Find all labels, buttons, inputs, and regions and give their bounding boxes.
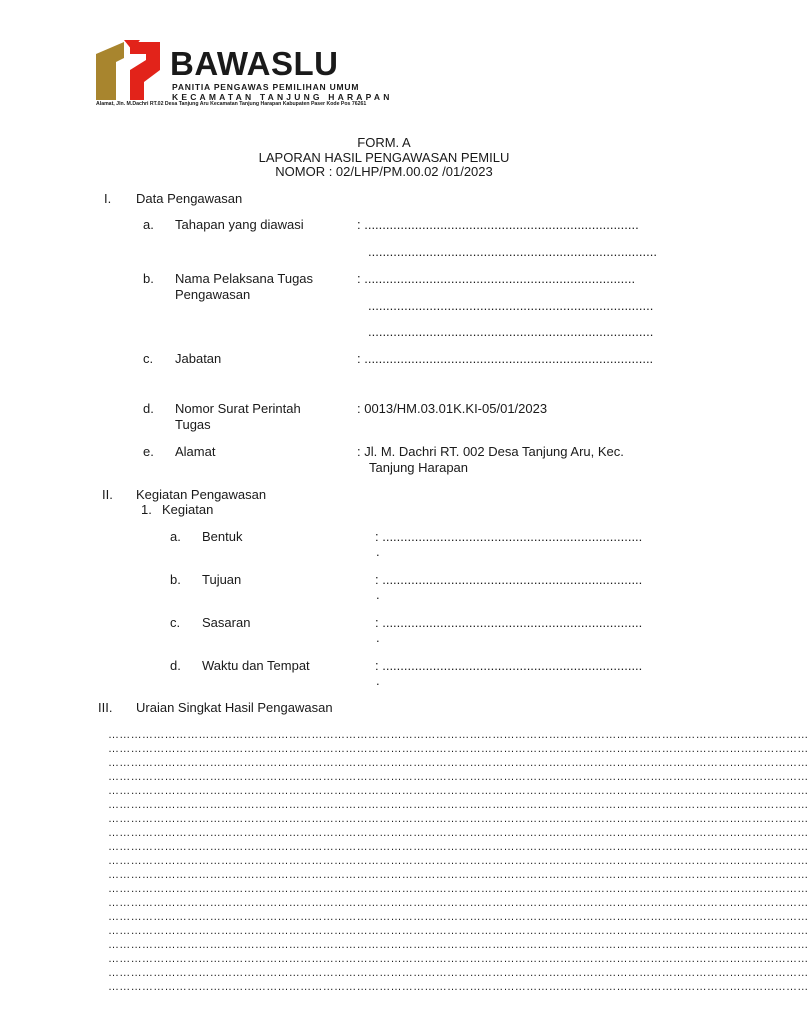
section-3-number: III. — [98, 700, 113, 715]
uraian-line: …………………………………………………………………………………………………………………………………………………………………… — [108, 729, 809, 741]
kegiatan-waktu-tail: . — [376, 673, 380, 688]
kegiatan-b-letter: b. — [170, 572, 181, 587]
header-address: Alamat, Jln. M.Dachri RT.02 Desa Tanjung Aru Kecamatan Tanjung Harapan Kabupaten Paser Kode Pos 76261 — [96, 101, 367, 107]
uraian-line: …………………………………………………………………………………………………………………………………………………………………… — [108, 883, 809, 895]
item-a-letter: a. — [143, 217, 154, 232]
item-d-letter: d. — [143, 401, 154, 416]
kegiatan-sasaran-label: Sasaran — [202, 615, 251, 630]
kegiatan-c-letter: c. — [170, 615, 181, 630]
item-b-letter: b. — [143, 271, 154, 286]
kegiatan-waktu-value: : ........................................................................ — [375, 658, 643, 673]
kegiatan-sasaran-tail: . — [376, 630, 380, 645]
org-line-1: PANITIA PENGAWAS PEMILIHAN UMUM — [172, 82, 360, 92]
item-alamat-value-line2: Tanjung Harapan — [369, 460, 469, 475]
org-line-2: KECAMATAN TANJUNG HARAPAN — [172, 92, 393, 102]
subsection-1-heading: Kegiatan — [162, 502, 214, 517]
uraian-line: …………………………………………………………………………………………………………………………………………………………………… — [108, 771, 809, 783]
uraian-line: …………………………………………………………………………………………………………………………………………………………………… — [108, 813, 809, 825]
uraian-line: …………………………………………………………………………………………………………………………………………………………………… — [108, 785, 809, 797]
item-surat-label: Nomor Surat Perintah — [175, 401, 301, 416]
kegiatan-tujuan-tail: . — [376, 587, 380, 602]
uraian-line: …………………………………………………………………………………………………………………………………………………………………… — [108, 757, 809, 769]
item-tahapan-value-line2: ................................................................................ — [368, 244, 657, 259]
kegiatan-a-letter: a. — [170, 529, 181, 544]
uraian-line: …………………………………………………………………………………………………………………………………………………………………… — [108, 925, 809, 937]
section-2-heading: Kegiatan Pengawasan — [136, 487, 267, 502]
form-title: LAPORAN HASIL PENGAWASAN PEMILU — [258, 150, 510, 165]
form-number: NOMOR : 02/LHP/PM.00.02 /01/2023 — [275, 164, 493, 179]
item-jabatan-label: Jabatan — [175, 351, 222, 366]
section-2-number: II. — [102, 487, 113, 502]
item-alamat-label: Alamat — [175, 444, 216, 459]
uraian-line: …………………………………………………………………………………………………………………………………………………………………… — [108, 981, 809, 993]
uraian-line: …………………………………………………………………………………………………………………………………………………………………… — [108, 827, 809, 839]
item-alamat-value: : Jl. M. Dachri RT. 002 Desa Tanjung Aru, Kec. — [357, 444, 624, 459]
kegiatan-bentuk-tail: . — [376, 544, 380, 559]
item-pelaksana-label-line2: Pengawasan — [175, 287, 251, 302]
uraian-line: …………………………………………………………………………………………………………………………………………………………………… — [108, 855, 809, 867]
item-tahapan-label: Tahapan yang diawasi — [175, 217, 304, 232]
bawaslu-logo-icon — [94, 40, 164, 102]
item-c-letter: c. — [143, 351, 154, 366]
kegiatan-tujuan-label: Tujuan — [202, 572, 242, 587]
section-3-heading: Uraian Singkat Hasil Pengawasan — [136, 700, 333, 715]
uraian-line: …………………………………………………………………………………………………………………………………………………………………… — [108, 799, 809, 811]
item-pelaksana-label: Nama Pelaksana Tugas — [175, 271, 314, 286]
item-tahapan-value: : ............................................................................ — [357, 217, 639, 232]
item-surat-value: : 0013/HM.03.01K.KI-05/01/2023 — [357, 401, 548, 416]
uraian-line: …………………………………………………………………………………………………………………………………………………………………… — [108, 911, 809, 923]
item-pelaksana-value-line2: ............................................................................... — [368, 298, 654, 313]
kegiatan-d-letter: d. — [170, 658, 181, 673]
item-jabatan-value: : ................................................................................ — [357, 351, 654, 366]
kegiatan-tujuan-value: : ........................................................................ — [375, 572, 643, 587]
section-1-number: I. — [104, 191, 112, 206]
item-surat-label-line2: Tugas — [175, 417, 211, 432]
kegiatan-waktu-label: Waktu dan Tempat — [202, 658, 310, 673]
uraian-line: …………………………………………………………………………………………………………………………………………………………………… — [108, 841, 809, 853]
brand-name: BAWASLU — [170, 45, 339, 82]
uraian-line: …………………………………………………………………………………………………………………………………………………………………… — [108, 743, 809, 755]
kegiatan-sasaran-value: : ........................................................................ — [375, 615, 643, 630]
kegiatan-bentuk-label: Bentuk — [202, 529, 243, 544]
uraian-line: …………………………………………………………………………………………………………………………………………………………………… — [108, 967, 809, 979]
item-pelaksana-value: : ........................................................................... — [357, 271, 636, 286]
uraian-line: …………………………………………………………………………………………………………………………………………………………………… — [108, 939, 809, 951]
subsection-1-number: 1. — [141, 502, 152, 517]
uraian-line: …………………………………………………………………………………………………………………………………………………………………… — [108, 869, 809, 881]
form-code: FORM. A — [357, 135, 411, 150]
uraian-line: …………………………………………………………………………………………………………………………………………………………………… — [108, 953, 809, 965]
uraian-line: …………………………………………………………………………………………………………………………………………………………………… — [108, 897, 809, 909]
kegiatan-bentuk-value: : ........................................................................ — [375, 529, 643, 544]
item-e-letter: e. — [143, 444, 154, 459]
section-1-heading: Data Pengawasan — [136, 191, 243, 206]
item-pelaksana-value-line3: ............................................................................... — [368, 324, 654, 339]
